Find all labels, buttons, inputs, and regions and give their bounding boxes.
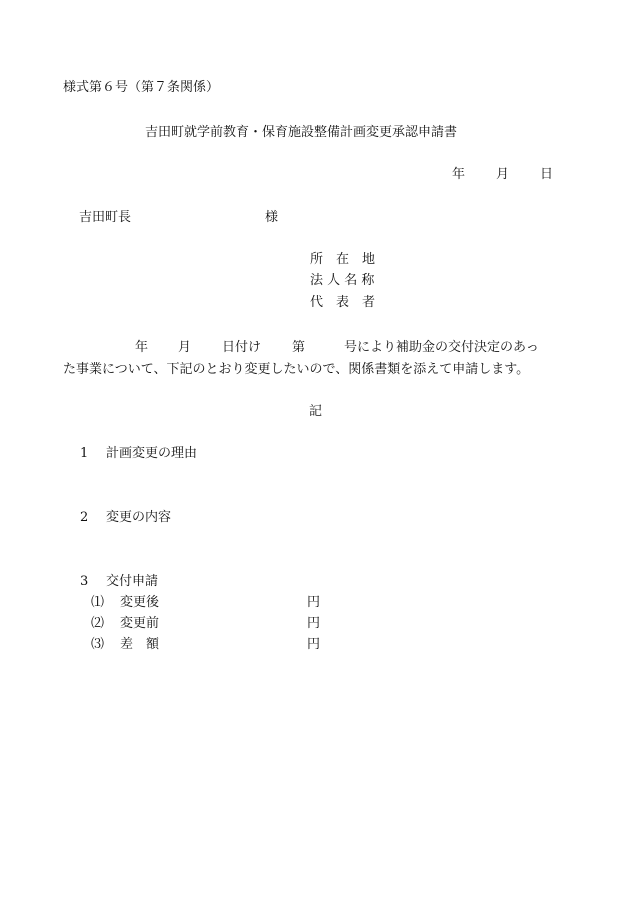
section-number: 1 — [80, 446, 89, 461]
section-label: 交付申請 — [106, 574, 159, 589]
section-label: 変更の内容 — [106, 510, 172, 525]
body-line-2: た事業について、下記のとおり変更したいので、関係書類を添えて申請します。 — [63, 362, 530, 377]
body-day: 日付け — [222, 340, 262, 355]
section-number: 3 — [80, 574, 89, 589]
body-month: 月 — [178, 340, 192, 355]
date-month: 月 — [496, 167, 510, 182]
ki-heading: 記 — [309, 404, 323, 419]
body-dai: 第 — [292, 340, 306, 355]
item-unit: 円 — [307, 637, 321, 652]
representative-label: 代 表 者 — [310, 295, 376, 310]
item-unit: 円 — [307, 595, 321, 610]
form-number: 様式第６号（第７条関係） — [63, 80, 220, 95]
address-label: 所 在 地 — [310, 252, 376, 267]
item-label: 変更前 — [120, 616, 160, 631]
document-title: 吉田町就学前教育・保育施設整備計画変更承認申請書 — [145, 125, 458, 140]
section-label: 計画変更の理由 — [106, 446, 198, 461]
corp-name-label: 法 人 名 称 — [310, 273, 375, 288]
date-year: 年 — [452, 167, 466, 182]
date-day: 日 — [540, 167, 554, 182]
section-number: 2 — [80, 510, 89, 525]
item-number: ⑴ — [91, 595, 105, 610]
item-unit: 円 — [307, 616, 321, 631]
addressee-honorific: 様 — [265, 210, 279, 225]
item-label: 変更後 — [120, 595, 160, 610]
body-rest: 号により補助金の交付決定のあっ — [344, 340, 539, 355]
item-number: ⑵ — [91, 616, 105, 631]
body-year: 年 — [135, 340, 149, 355]
item-label: 差 額 — [120, 637, 160, 652]
item-number: ⑶ — [91, 637, 105, 652]
addressee-name: 吉田町長 — [79, 210, 132, 225]
